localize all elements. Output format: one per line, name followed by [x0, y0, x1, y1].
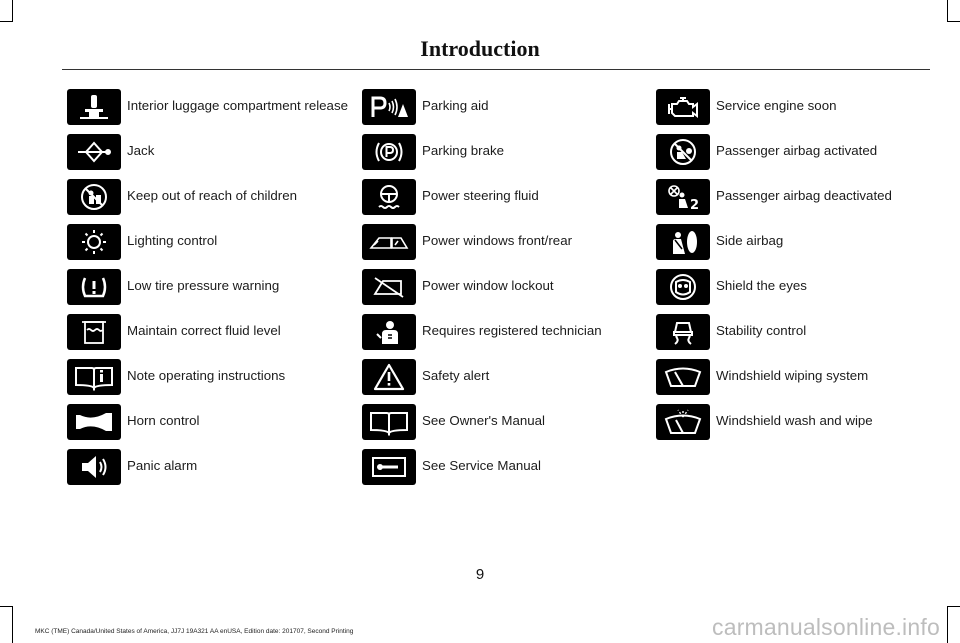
- symbol-row: [656, 89, 946, 134]
- crop-mark: [12, 0, 13, 22]
- symbol-label: Jack: [127, 143, 155, 158]
- alert-triangle-icon: [362, 359, 416, 395]
- crop-mark: [0, 606, 12, 607]
- symbol-row: [656, 269, 946, 314]
- symbol-row: [67, 404, 357, 449]
- symbol-label: Interior luggage compartment release: [127, 98, 348, 113]
- washer-icon: [656, 404, 710, 440]
- eye-shield-icon: [656, 269, 710, 305]
- symbol-row: [67, 89, 357, 134]
- symbol-row: [67, 449, 357, 494]
- steering-fluid-icon: [362, 179, 416, 215]
- symbol-label: Note operating instructions: [127, 368, 286, 383]
- symbol-label: See Service Manual: [422, 458, 541, 473]
- horn-icon: [67, 404, 121, 440]
- symbol-label: Power window lockout: [422, 278, 554, 293]
- symbol-row: [362, 314, 652, 359]
- symbol-label: Side airbag: [716, 233, 784, 248]
- power-window-icon: [362, 224, 416, 260]
- symbol-label: Keep out of reach of children: [127, 188, 298, 203]
- symbol-row: [362, 179, 652, 224]
- symbol-label: Parking brake: [422, 143, 505, 158]
- symbol-label: Maintain correct fluid level: [127, 323, 281, 338]
- symbol-label: See Owner's Manual: [422, 413, 546, 428]
- symbol-label: Passenger airbag activated: [716, 143, 878, 158]
- symbol-row: [67, 269, 357, 314]
- symbol-row: [362, 134, 652, 179]
- crop-mark: [948, 606, 960, 607]
- symbol-label: Lighting control: [127, 233, 218, 248]
- symbol-label: Power steering fluid: [422, 188, 539, 203]
- symbol-row: [67, 179, 357, 224]
- side-airbag-icon: [656, 224, 710, 260]
- crop-mark: [947, 606, 948, 643]
- symbol-row: [656, 359, 946, 404]
- symbol-label: Panic alarm: [127, 458, 198, 473]
- light-icon: [67, 224, 121, 260]
- symbol-label: Passenger airbag deactivated: [716, 188, 892, 203]
- stability-control-icon: [656, 314, 710, 350]
- manual-info-icon: [67, 359, 121, 395]
- trunk-release-icon: [67, 89, 121, 125]
- page-title: Introduction: [420, 36, 540, 61]
- child-warning-icon: [67, 179, 121, 215]
- crop-mark: [947, 0, 948, 22]
- symbol-row: [67, 134, 357, 179]
- symbol-label: Windshield wash and wipe: [716, 413, 873, 428]
- symbol-row: [362, 89, 652, 134]
- symbol-row: [656, 314, 946, 359]
- header-rule: [62, 69, 930, 70]
- technician-icon: [362, 314, 416, 350]
- wiper-icon: [656, 359, 710, 395]
- symbol-label: Horn control: [127, 413, 200, 428]
- crop-mark: [0, 21, 12, 22]
- page-number: 9: [475, 566, 485, 583]
- airbag-deactivated-icon: [656, 179, 710, 215]
- symbol-row: [656, 224, 946, 269]
- symbol-row: [362, 359, 652, 404]
- symbol-label: Service engine soon: [716, 98, 837, 113]
- symbol-column-1: [67, 89, 357, 494]
- symbol-row: [67, 359, 357, 404]
- parking-brake-icon: [362, 134, 416, 170]
- parking-aid-icon: [362, 89, 416, 125]
- window-lockout-icon: [362, 269, 416, 305]
- symbol-row: [656, 134, 946, 179]
- symbol-row: [67, 314, 357, 359]
- symbol-row: [656, 404, 946, 449]
- book-icon: [362, 404, 416, 440]
- symbol-column-2: [362, 89, 652, 494]
- symbol-row: [67, 224, 357, 269]
- symbol-row: [362, 269, 652, 314]
- crop-mark: [12, 606, 13, 643]
- watermark: carmanualsonline.info: [712, 614, 940, 640]
- fluid-level-icon: [67, 314, 121, 350]
- symbol-label: Parking aid: [422, 98, 489, 113]
- symbol-row: [656, 179, 946, 224]
- crop-mark: [948, 21, 960, 22]
- symbol-label: Safety alert: [422, 368, 490, 383]
- symbol-row: [362, 224, 652, 269]
- symbol-label: Low tire pressure warning: [127, 278, 280, 293]
- symbol-row: [362, 404, 652, 449]
- symbol-row: [362, 449, 652, 494]
- tire-pressure-icon: [67, 269, 121, 305]
- symbol-label: Stability control: [716, 323, 807, 338]
- symbol-label: Shield the eyes: [716, 278, 807, 293]
- svg-text:2: 2: [690, 198, 700, 212]
- symbol-column-3: [656, 89, 946, 449]
- symbol-label: Power windows front/rear: [422, 233, 573, 248]
- service-manual-icon: [362, 449, 416, 485]
- speaker-icon: [67, 449, 121, 485]
- symbol-label: Requires registered technician: [422, 323, 602, 338]
- engine-icon: [656, 89, 710, 125]
- jack-icon: [67, 134, 121, 170]
- symbol-label: Windshield wiping system: [716, 368, 869, 383]
- footer-edition-text: MKC (TME) Canada/United States of America, JJ7J 19A321 AA enUSA, Edition date: 201707, Second Printing: [35, 628, 354, 635]
- airbag-activated-icon: [656, 134, 710, 170]
